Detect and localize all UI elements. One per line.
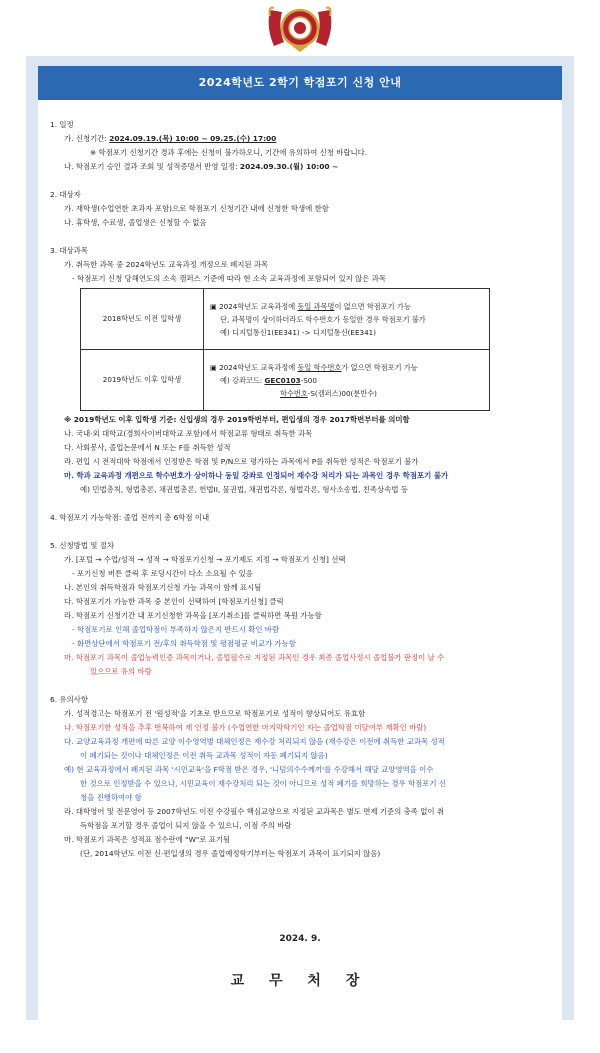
comparison-table bbox=[80, 288, 490, 411]
section-4-heading: 4. 학점포기 가능학점: 졸업 전까지 총 6학점 이내 bbox=[50, 513, 210, 522]
table-row-label: 2018학년도 이전 입학생 bbox=[81, 289, 204, 350]
procedure-item-b: 나. 본인의 취득학점과 학점포기신청 가능 과목이 함께 표시됨 bbox=[64, 583, 262, 592]
result-schedule-label: 나. 학점포기 승인 결과 조회 및 성적증명서 반영 일정: bbox=[64, 162, 240, 171]
procedure-item-c: 다. 학점포기가 가능한 과목 중 본인이 선택하여 [학점포기신청] 클릭 bbox=[64, 597, 284, 606]
caution-item-d: 라. 대학영어 및 전문영어 등 2007학년도 이전 수강필수 핵심교양으로 지정된 교과목은 별도 면제 기준의 충족 없이 취 bbox=[64, 807, 445, 816]
section-1-heading: 1. 일정 bbox=[50, 120, 74, 129]
target-item-d: 라. 편입 시 전적대학 학점에서 인정받은 학점 및 P/N으로 평가하는 과목에서 P를 취득한 성적은 학점포기 불가 bbox=[64, 457, 419, 466]
admission-note: ※ 2019학년도 이후 입학생 기준: 신입생의 경우 2019학번부터, 편입생의 경우 2017학번부터를 의미함 bbox=[64, 415, 410, 424]
procedure-item-d-sub1: - 학점포기로 인해 졸업학점이 부족하지 않은지 반드시 확인 바람 bbox=[72, 625, 280, 634]
caution-item-b: 나. 학점포기한 성적을 추후 번복하여 재 인정 불가 (수업연한 마지막학기인 자는 졸업학점 미달여부 재확인 바람) bbox=[64, 723, 427, 732]
target-item-e-example: 예) 민법총칙, 형법총론, 채권법총론, 헌법II, 물권법, 채권법각론, 형법각론, 형사소송법, 친족상속법 등 bbox=[80, 485, 408, 494]
notice-date: 2024. 9. bbox=[279, 934, 321, 944]
procedure-item-e: 마. 학점포기 과목이 졸업능력인증 과목이거나, 졸업필수로 지정된 과목인 경우 최종 졸업사정시 졸업불가 판정이 날 수 bbox=[64, 653, 445, 662]
target-item-c: 다. 사회봉사, 졸업논문에서 N 또는 F를 취득한 성적 bbox=[64, 443, 231, 452]
procedure-item-a-sub: - 포기신청 버튼 클릭 후 로딩시간이 다소 소요될 수 있음 bbox=[72, 569, 253, 578]
caution-item-d-cont: 득학점을 포기할 경우 졸업이 되지 않을 수 있으니, 이점 주의 바람 bbox=[80, 821, 292, 830]
target-item-a-sub: - 학점포기 신청 당해연도의 소속 캠퍼스 기준에 따라 현 소속 교육과정에 포함되어 있지 않은 과목 bbox=[72, 274, 386, 283]
target-item-b: 나. 국내·외 대학교(경희사이버대학교 포함)에서 학점교류 형태로 취득한 과목 bbox=[64, 429, 313, 438]
table-row-label: 2019학년도 이후 입학생 bbox=[81, 350, 204, 411]
procedure-item-e-cont: 있으므로 유의 바람 bbox=[90, 667, 152, 676]
caution-item-c: 다. 교양교육과정 개편에 따른 교양 이수영역별 대체인정은 재수강 처리되지 않음 (재수강은 이전에 취득한 교과목 성적 bbox=[64, 737, 445, 746]
issuer-signature: 교 무 처 장 bbox=[230, 973, 370, 989]
caution-item-c-example-cont: 한 것으로 인정받을 수 있으나, 시민교육이 재수강처리 되는 것이 아니므로 성적 폐기를 희망하는 경우 학점포기 신 bbox=[80, 779, 447, 788]
section-2-heading: 2. 대상자 bbox=[50, 190, 81, 199]
table-row-content: ▣ 2024학년도 교육과정에 동일 과목명이 없으면 학점포기 가능 단, 과목명이 상이하더라도 학수번호가 동일한 경우 학점포기 불가 예) 디지털통신1(EE341) -> 디지털통신(EE341) bbox=[204, 289, 490, 350]
eligible-item-b: 나. 휴학생, 수료생, 졸업생은 신청할 수 없음 bbox=[64, 218, 207, 227]
target-item-a: 가. 취득한 과목 중 2024학년도 교육과정 개정으로 폐지된 과목 bbox=[64, 260, 269, 269]
page-title: 2024학년도 2학기 학점포기 신청 안내 bbox=[38, 66, 562, 100]
table-row-content: ▣ 2024학년도 교육과정에 동일 학수번호가 없으면 학점포기 가능 예) 강좌코드: GEC0103-S00 학수번호-S(캠퍼스)00(분반수) bbox=[204, 350, 490, 411]
section-6-heading: 6. 유의사항 bbox=[50, 695, 88, 704]
caution-item-e-note: (단, 2014학년도 이전 신·편입생의 경우 졸업예정학기부터는 학점포기 과목이 표기되지 않음) bbox=[80, 849, 381, 858]
schedule-period-label: 가. 신청기간: bbox=[64, 134, 110, 143]
section-3-heading: 3. 대상과목 bbox=[50, 246, 88, 255]
schedule-note: ※ 학점포기 신청기간 경과 후에는 신청이 불가하오니, 기간에 유의하여 신청 바랍니다. bbox=[90, 148, 368, 157]
caution-item-a: 가. 성적경고는 학점포기 전 '원성적'을 기초로 받으므로 학점포기로 성적이 향상되어도 유효함 bbox=[64, 709, 366, 718]
table-row bbox=[81, 350, 490, 411]
schedule-period bbox=[50, 132, 556, 146]
procedure-item-d: 라. 학점포기 신청기간 내 포기신청한 과목을 [포기취소]를 클릭하면 복원 가능함 bbox=[64, 611, 322, 620]
eligible-item-a: 가. 재학생(수업연한 초과자 포함)으로 학점포기 신청기간 내에 신청한 학생에 한함 bbox=[64, 204, 329, 213]
caution-item-e: 마. 학점포기 과목은 성적표 점수란에 "W"로 표기됨 bbox=[64, 835, 231, 844]
procedure-item-a: 가. [포털 → 수업/성적 → 성적 → 학점포기신청 → 포기제도 지정 → 학점포기 신청] 선택 bbox=[64, 555, 346, 564]
notice-body bbox=[50, 118, 556, 861]
target-item-e: 마. 학과 교육과정 개편으로 학수번호가 상이하나 동일 강좌로 인정되어 재수강 처리가 되는 과목인 경우 학점포기 불가 bbox=[64, 471, 449, 480]
caution-item-c-example: 예) 현 교육과정에서 폐지된 과목 '시민교육'을 F학점 받은 경우, '니덤의수수께끼'를 수강해서 해당 교양영역을 이수 bbox=[64, 765, 434, 774]
section-5-heading: 5. 신청방법 및 절차 bbox=[50, 541, 115, 550]
caution-item-c-cont: 이 폐기되는 것이나 대체인정은 이전 취득 교과목 성적이 자동 폐기되지 않음) bbox=[80, 751, 328, 760]
caution-item-c-example-cont2: 청을 진행하여야 함 bbox=[80, 793, 142, 802]
schedule-period-date: 2024.09.19.(목) 10:00 ~ 09.25.(수) 17:00 bbox=[109, 134, 277, 143]
university-emblem-icon bbox=[264, 2, 336, 54]
result-schedule-date: 2024.09.30.(월) 10:00 ~ bbox=[239, 162, 339, 171]
procedure-item-d-sub2: - 화면상단에서 학점포기 전/후의 취득학점 및 평점평균 비교가 가능함 bbox=[72, 639, 296, 648]
result-schedule bbox=[50, 160, 556, 174]
table-row bbox=[81, 289, 490, 350]
